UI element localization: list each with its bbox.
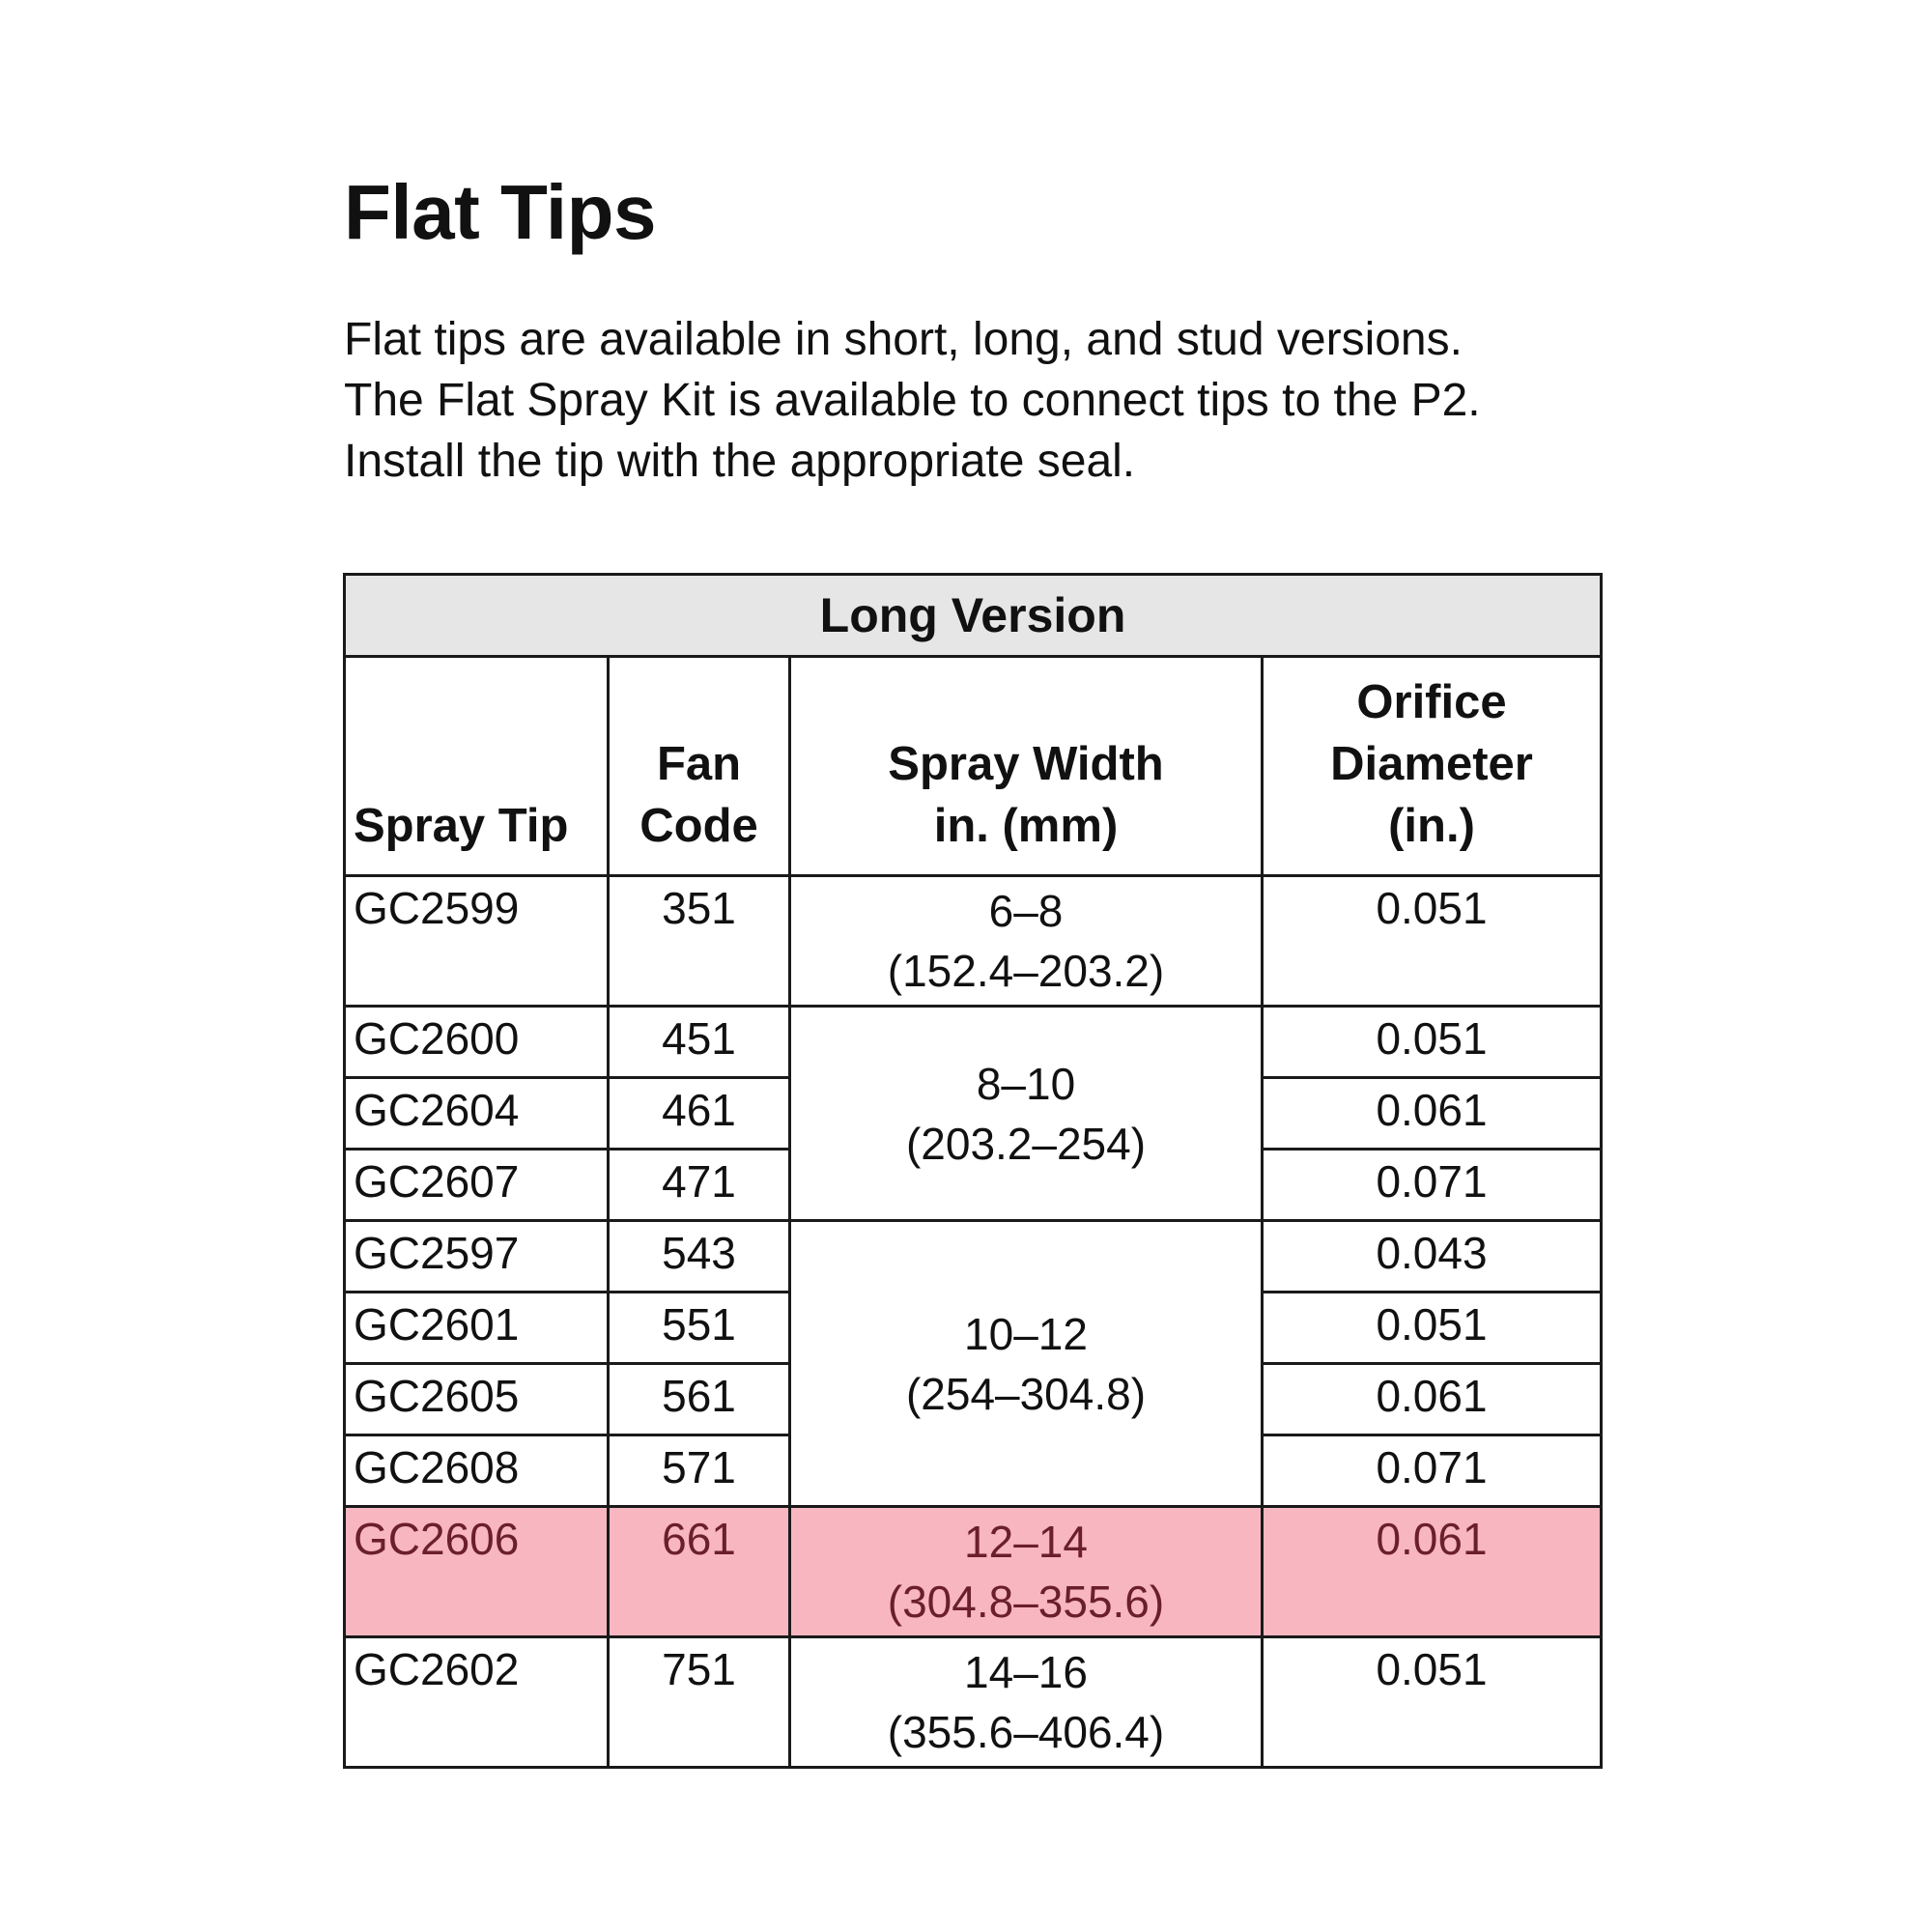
header-spray-tip: Spray Tip	[345, 657, 609, 876]
orifice-cell: 0.061	[1263, 1507, 1602, 1637]
table-row	[345, 876, 1602, 1007]
table-caption: Long Version	[345, 575, 1602, 657]
spray-tip-cell: GC2602	[345, 1637, 609, 1768]
orifice-cell: 0.051	[1263, 1007, 1602, 1078]
spray-width-cell: 10–12 (254–304.8)	[790, 1221, 1263, 1507]
spray-tip-cell: GC2601	[345, 1293, 609, 1364]
intro-line: Install the tip with the appropriate seal.	[344, 436, 1136, 487]
intro-line: The Flat Spray Kit is available to connect tips to the P2.	[344, 375, 1481, 426]
fan-code-cell: 451	[609, 1007, 790, 1078]
spray-tip-cell: GC2607	[345, 1150, 609, 1221]
fan-code-cell: 351	[609, 876, 790, 1007]
orifice-cell: 0.061	[1263, 1078, 1602, 1150]
fan-code-cell: 571	[609, 1435, 790, 1507]
table-row	[345, 1637, 1602, 1768]
fan-code-cell: 751	[609, 1637, 790, 1768]
table-row	[345, 1221, 1602, 1293]
table-header-row	[345, 657, 1602, 876]
fan-code-cell: 543	[609, 1221, 790, 1293]
spray-tip-cell: GC2608	[345, 1435, 609, 1507]
spray-tip-table	[343, 573, 1603, 1769]
fan-code-cell: 471	[609, 1150, 790, 1221]
spray-width-cell: 12–14 (304.8–355.6)	[790, 1507, 1263, 1637]
spray-width-cell: 8–10 (203.2–254)	[790, 1007, 1263, 1221]
orifice-cell: 0.061	[1263, 1364, 1602, 1435]
header-spray-width: Spray Width in. (mm)	[790, 657, 1263, 876]
fan-code-cell: 661	[609, 1507, 790, 1637]
page-title: Flat Tips	[344, 169, 656, 255]
orifice-cell: 0.071	[1263, 1435, 1602, 1507]
spray-tip-cell: GC2597	[345, 1221, 609, 1293]
intro-line: Flat tips are available in short, long, and stud versions.	[344, 314, 1463, 365]
intro-text	[344, 309, 1481, 492]
header-orifice-diameter: Orifice Diameter (in.)	[1263, 657, 1602, 876]
orifice-cell: 0.043	[1263, 1221, 1602, 1293]
table-row-highlighted	[345, 1507, 1602, 1637]
orifice-cell: 0.071	[1263, 1150, 1602, 1221]
spray-tip-cell: GC2600	[345, 1007, 609, 1078]
orifice-cell: 0.051	[1263, 1637, 1602, 1768]
spray-width-cell: 14–16 (355.6–406.4)	[790, 1637, 1263, 1768]
header-fan-code: Fan Code	[609, 657, 790, 876]
fan-code-cell: 551	[609, 1293, 790, 1364]
spray-tip-cell: GC2605	[345, 1364, 609, 1435]
spray-tip-cell: GC2599	[345, 876, 609, 1007]
orifice-cell: 0.051	[1263, 876, 1602, 1007]
spray-tip-cell: GC2606	[345, 1507, 609, 1637]
fan-code-cell: 461	[609, 1078, 790, 1150]
table-caption-row	[345, 575, 1602, 657]
fan-code-cell: 561	[609, 1364, 790, 1435]
spray-width-cell: 6–8 (152.4–203.2)	[790, 876, 1263, 1007]
orifice-cell: 0.051	[1263, 1293, 1602, 1364]
spray-tip-cell: GC2604	[345, 1078, 609, 1150]
table-row	[345, 1007, 1602, 1078]
